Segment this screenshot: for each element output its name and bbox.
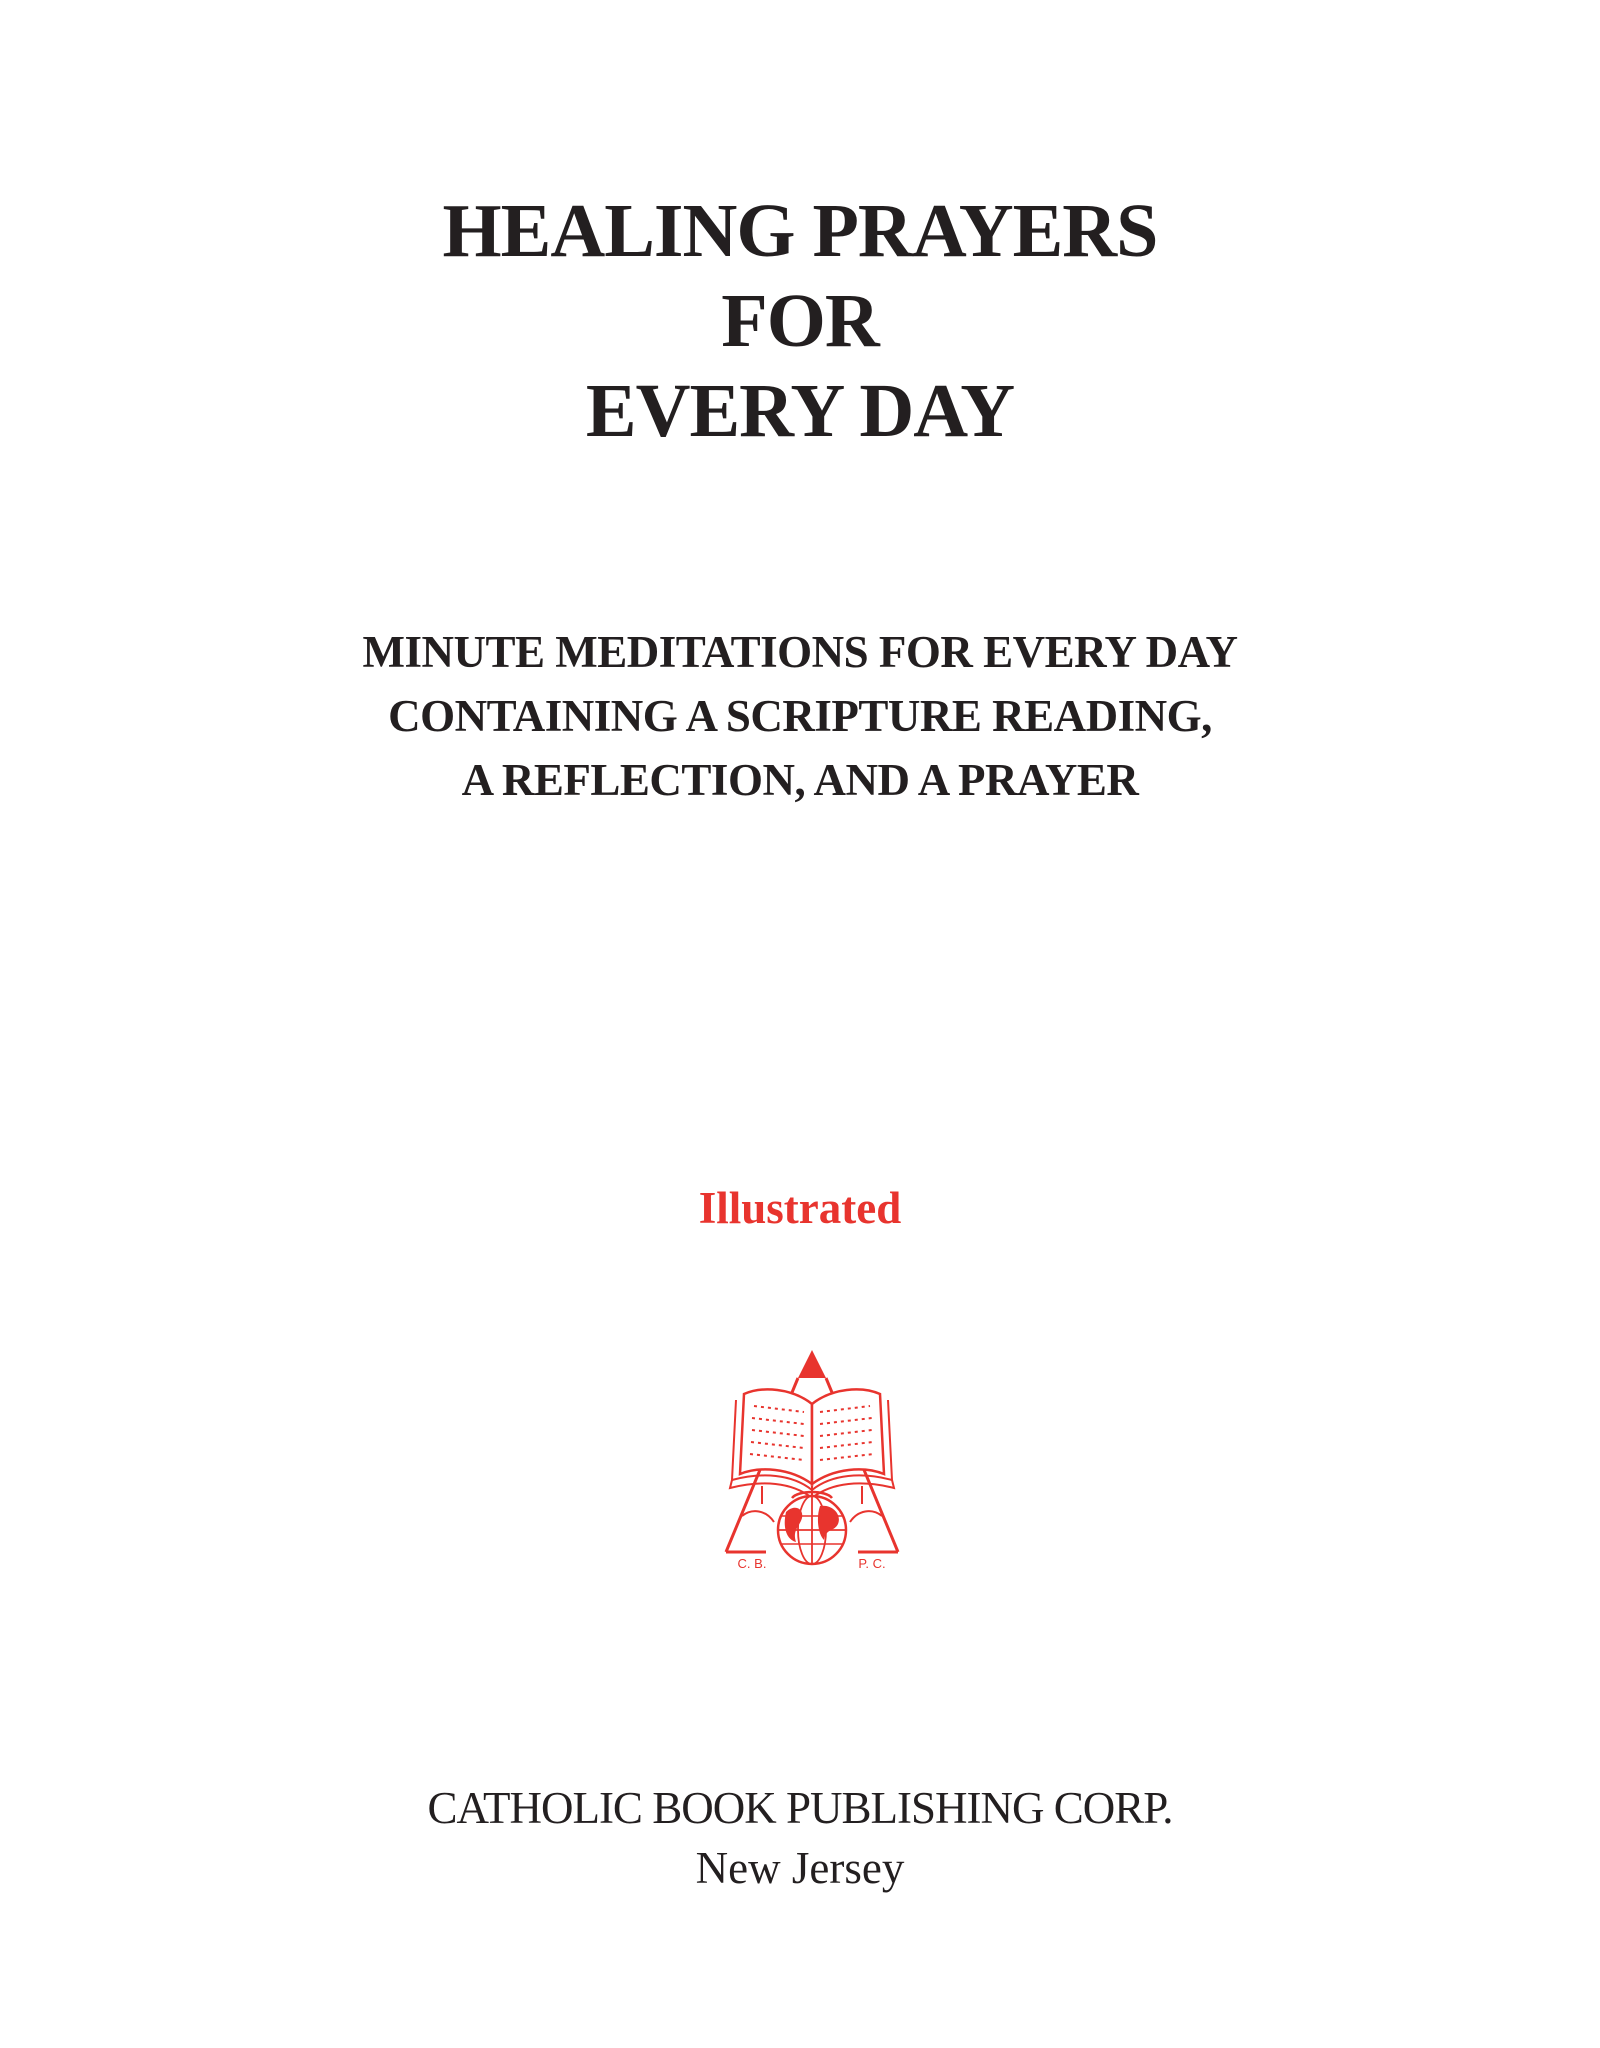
title-line-2: FOR [721,279,879,363]
book-subtitle [0,620,1600,812]
publisher-location: New Jersey [695,1843,905,1893]
publisher-name: CATHOLIC BOOK PUBLISHING CORP. [427,1783,1173,1833]
logo-left-initials: C. B. [737,1556,767,1571]
title-line-1: HEALING PRAYERS [442,189,1158,273]
logo-right-initials: P. C. [858,1556,886,1571]
book-title [0,186,1600,456]
publisher-logo-icon [722,1346,902,1571]
subtitle-line-2: CONTAINING A SCRIPTURE READING, [388,691,1212,741]
subtitle-line-3: A REFLECTION, AND A PRAYER [461,755,1139,805]
subtitle-line-1: MINUTE MEDITATIONS FOR EVERY DAY [362,627,1238,677]
edition-note: Illustrated [698,1183,902,1233]
publisher-imprint [0,1778,1600,1898]
title-line-3: EVERY DAY [585,369,1015,453]
